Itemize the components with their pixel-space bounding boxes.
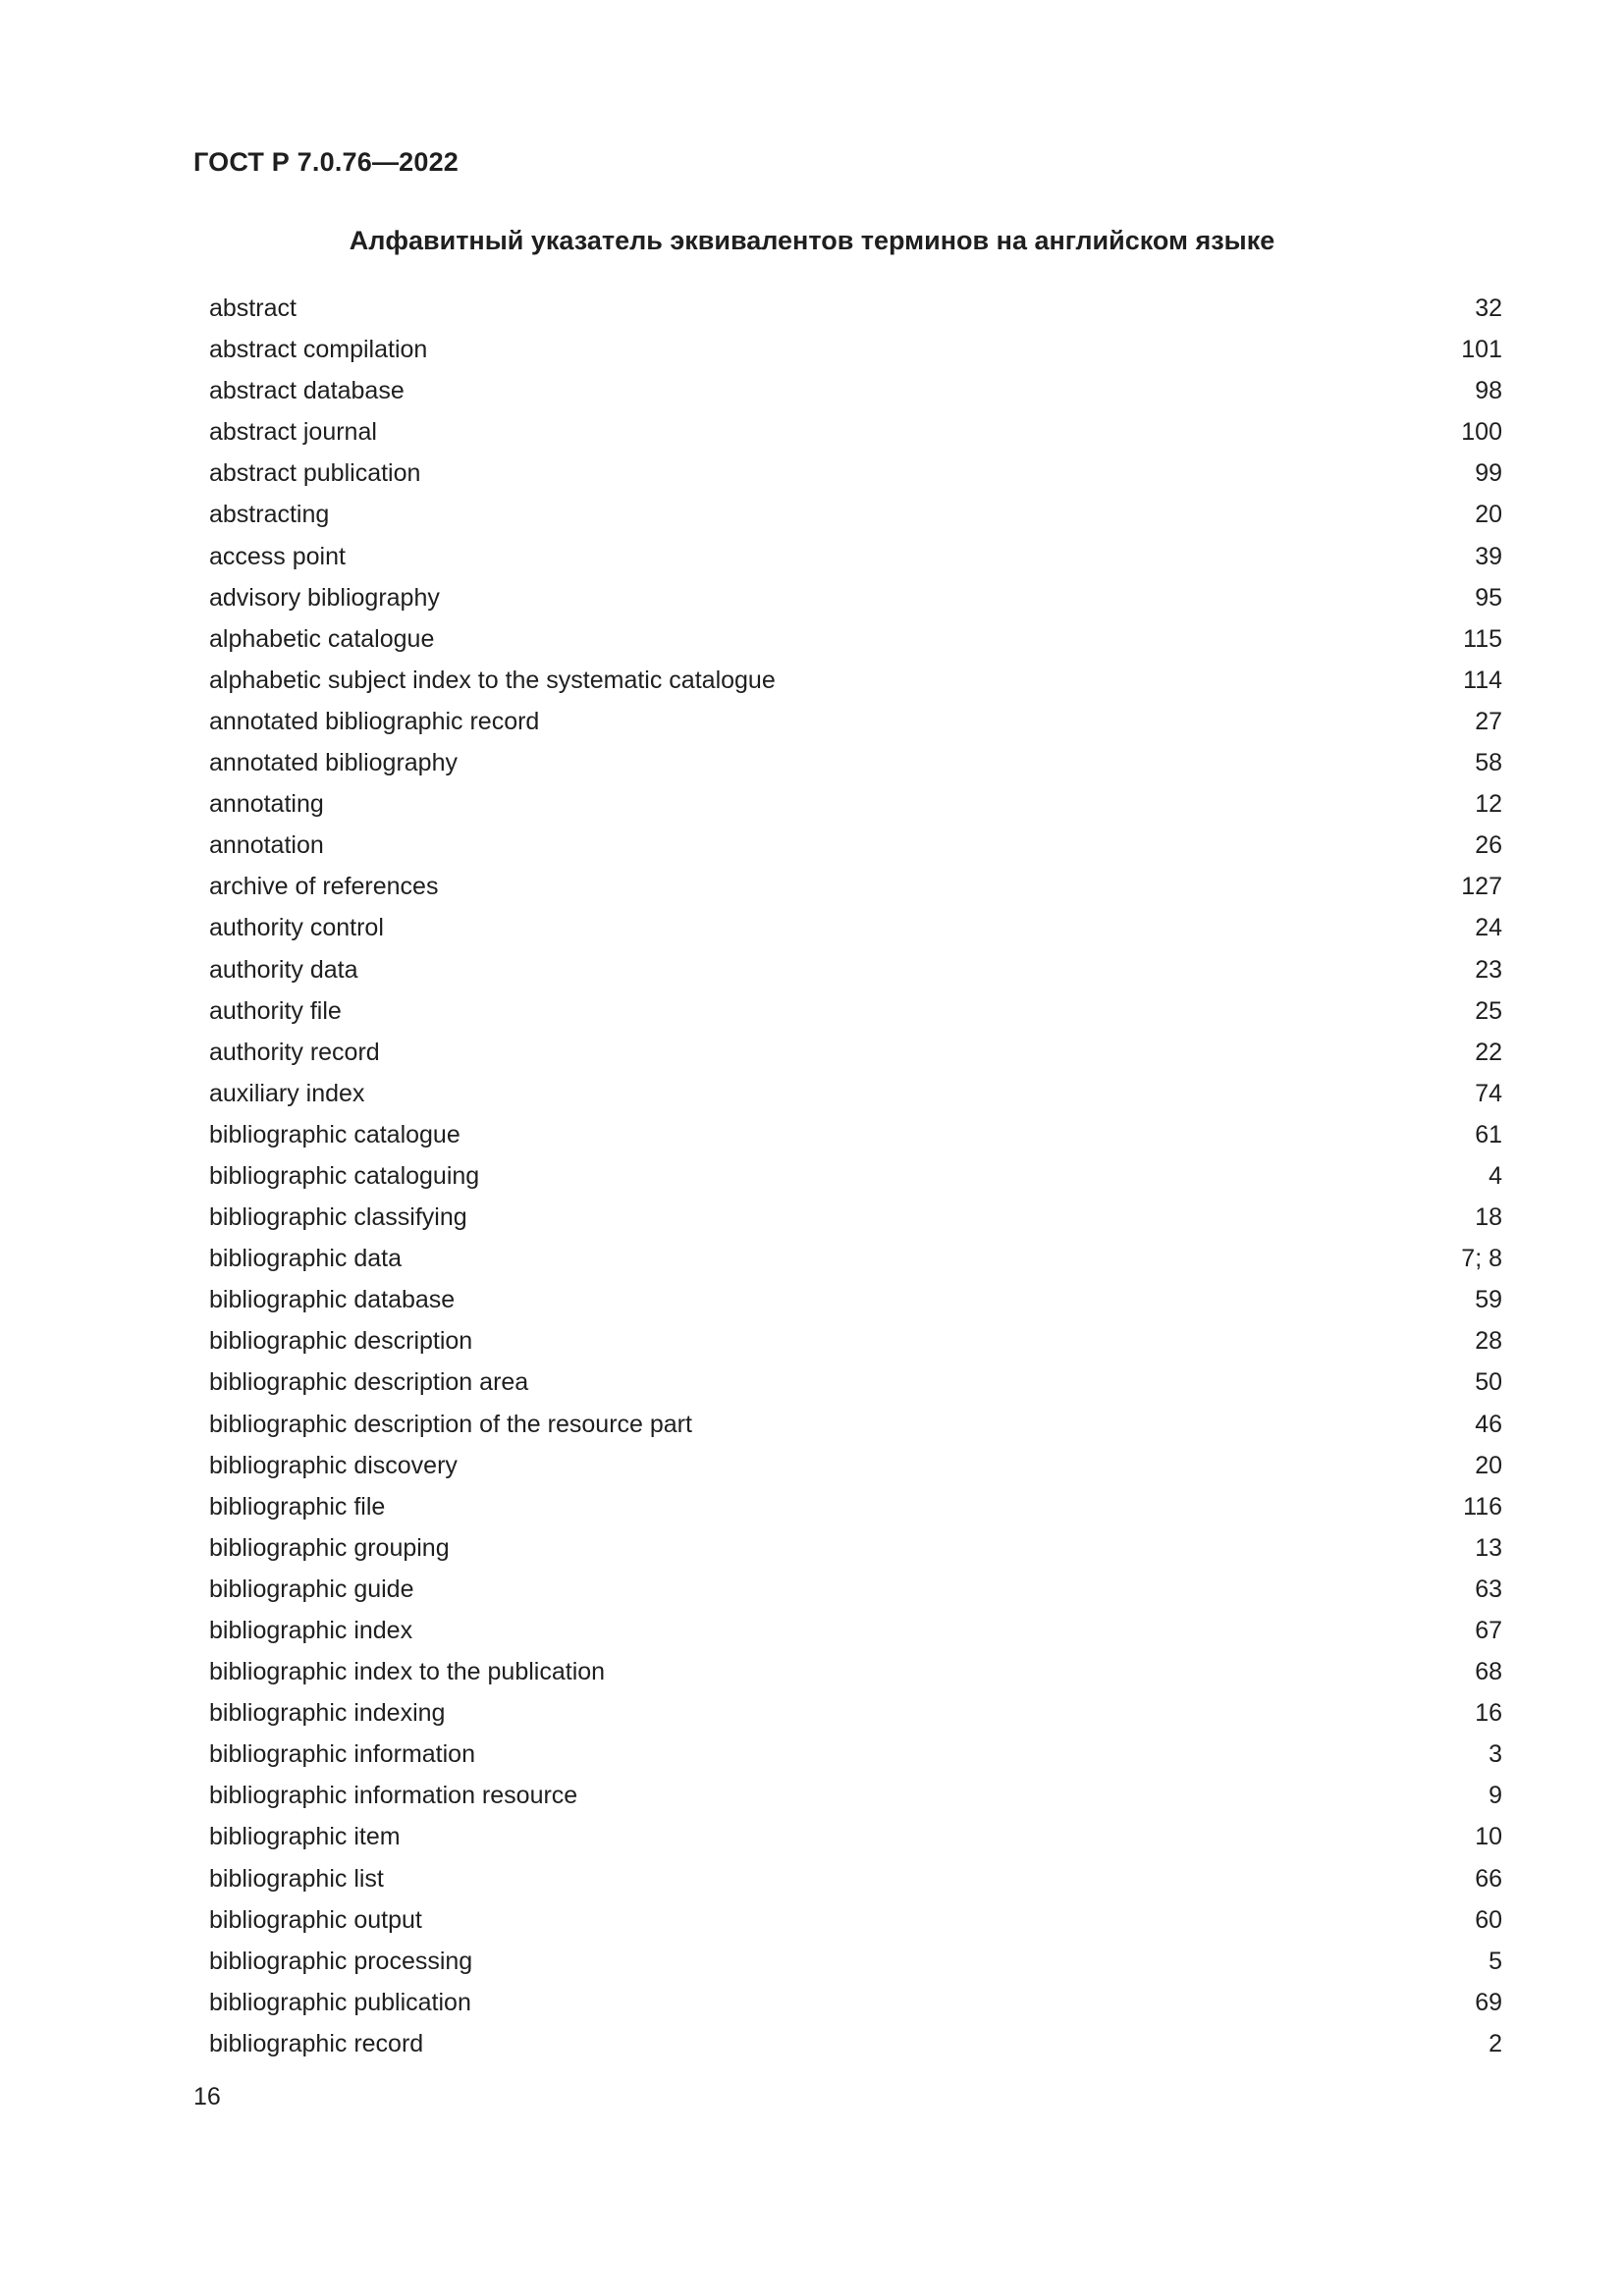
index-entry-reference: 24	[1475, 914, 1502, 942]
index-entry-term: bibliographic file	[209, 1492, 386, 1521]
index-entry-reference: 127	[1461, 873, 1502, 901]
index-entry	[209, 1573, 1502, 1614]
index-entry	[209, 1449, 1502, 1490]
index-entry-reference: 100	[1461, 418, 1502, 447]
index-entry-term: authority record	[209, 1038, 380, 1066]
index-entry-reference: 60	[1475, 1905, 1502, 1934]
index-entry	[209, 333, 1502, 374]
index-entry-reference: 66	[1475, 1864, 1502, 1893]
index-entry-reference: 61	[1475, 1120, 1502, 1148]
index-entry-reference: 20	[1475, 1451, 1502, 1479]
index-entry	[209, 1118, 1502, 1159]
index-entry	[209, 1531, 1502, 1573]
index-entry	[209, 994, 1502, 1036]
index-entry	[209, 1986, 1502, 2027]
index-entry-reference: 26	[1475, 831, 1502, 860]
index-entry-term: bibliographic discovery	[209, 1451, 458, 1479]
index-entry-term: abstract	[209, 294, 297, 322]
index-entry-reference: 23	[1475, 955, 1502, 984]
index-entry-reference: 20	[1475, 501, 1502, 529]
index-entry-term: annotated bibliographic record	[209, 707, 540, 735]
index-entry-term: bibliographic cataloguing	[209, 1161, 480, 1190]
index-entry-term: access point	[209, 542, 346, 570]
index-entry	[209, 1614, 1502, 1655]
index-entry-reference: 46	[1475, 1410, 1502, 1438]
index-entry	[209, 1408, 1502, 1449]
index-entry-term: bibliographic item	[209, 1823, 401, 1851]
index-entry-reference: 95	[1475, 583, 1502, 612]
index-entry	[209, 1696, 1502, 1737]
index-entry-term: abstract compilation	[209, 336, 428, 364]
index-entry-term: annotated bibliography	[209, 749, 458, 777]
index-entry	[209, 953, 1502, 994]
index-entry-reference: 7; 8	[1461, 1245, 1502, 1273]
index-entry	[209, 1862, 1502, 1903]
index-entry-term: bibliographic index	[209, 1617, 413, 1644]
index-entry	[209, 1159, 1502, 1201]
index-entry-reference: 9	[1489, 1782, 1502, 1810]
index-entry-term: bibliographic database	[209, 1286, 456, 1314]
index-entry-reference: 22	[1475, 1038, 1502, 1066]
index-entry-term: bibliographic grouping	[209, 1533, 450, 1562]
index-entry-term: bibliographic information	[209, 1740, 475, 1769]
index-entry-term: bibliographic catalogue	[209, 1120, 460, 1148]
index-entry	[209, 1779, 1502, 1820]
index-entry	[209, 746, 1502, 787]
index-entry	[209, 1077, 1502, 1118]
index-entry	[209, 911, 1502, 952]
index-entry-reference: 39	[1475, 542, 1502, 570]
index-entry	[209, 1903, 1502, 1945]
index-entry-term: bibliographic classifying	[209, 1203, 467, 1232]
index-entry-term: authority file	[209, 996, 342, 1025]
index-entry-term: annotation	[209, 831, 324, 860]
index-entry-reference: 27	[1475, 707, 1502, 735]
index-entry	[209, 1242, 1502, 1283]
index-entry-term: bibliographic list	[209, 1864, 384, 1893]
index-entry	[209, 540, 1502, 581]
index-entry	[209, 1036, 1502, 1077]
index-entry-term: abstract database	[209, 377, 405, 405]
index-entry	[209, 1324, 1502, 1365]
index-entry-reference: 59	[1475, 1286, 1502, 1314]
index-entry-reference: 114	[1463, 666, 1502, 694]
index-entry	[209, 870, 1502, 911]
index-entry-term: alphabetic catalogue	[209, 624, 435, 653]
index-entry	[209, 498, 1502, 539]
index-entry-reference: 50	[1475, 1368, 1502, 1397]
index-entry-reference: 3	[1489, 1740, 1502, 1769]
index-entry	[209, 581, 1502, 622]
index-entry-term: auxiliary index	[209, 1079, 365, 1107]
index-entry-term: annotating	[209, 790, 324, 819]
index-entry-reference: 101	[1461, 336, 1502, 364]
index-entry	[209, 664, 1502, 705]
index-entry	[209, 1945, 1502, 1986]
index-entry-term: advisory bibliography	[209, 583, 440, 612]
index-entry-reference: 58	[1475, 749, 1502, 777]
index-entry-reference: 13	[1475, 1533, 1502, 1562]
index-entry	[209, 1737, 1502, 1779]
index-entry	[209, 787, 1502, 828]
index-entry-reference: 10	[1475, 1823, 1502, 1851]
index-entry-term: bibliographic description of the resource part	[209, 1410, 692, 1438]
index-entry-term: bibliographic information resource	[209, 1782, 578, 1810]
index-entry-term: bibliographic description area	[209, 1368, 529, 1397]
index-entry	[209, 1820, 1502, 1861]
index-entry-term: alphabetic subject index to the systematic catalogue	[209, 666, 776, 694]
index-entry	[209, 1201, 1502, 1242]
index-title: Алфавитный указатель эквивалентов терминов на английском языке	[349, 226, 1275, 255]
index-entry-reference: 68	[1475, 1658, 1502, 1686]
index-entry-term: abstract publication	[209, 459, 421, 488]
index-entry	[209, 622, 1502, 664]
index-entry-term: bibliographic data	[209, 1245, 402, 1273]
index-entry	[209, 456, 1502, 498]
index-entry-term: bibliographic output	[209, 1905, 422, 1934]
index-entry-term: bibliographic guide	[209, 1575, 414, 1603]
index-entry-reference: 12	[1475, 790, 1502, 819]
index-entry-term: abstract journal	[209, 418, 377, 447]
index-entry	[209, 705, 1502, 746]
index-entry-term: bibliographic description	[209, 1327, 473, 1356]
index-entry-term: abstracting	[209, 501, 330, 529]
index-entry	[209, 1490, 1502, 1531]
index-entry-term: bibliographic processing	[209, 1947, 473, 1975]
index-entry	[209, 828, 1502, 870]
index-entry	[209, 1283, 1502, 1324]
index-entry-term: bibliographic indexing	[209, 1699, 446, 1728]
index-entry-reference: 63	[1475, 1575, 1502, 1603]
index-entry-reference: 115	[1463, 624, 1502, 653]
index-entry-term: bibliographic record	[209, 2029, 424, 2057]
index-entry	[209, 1365, 1502, 1407]
index-entry-reference: 98	[1475, 377, 1502, 405]
index-entry	[209, 1655, 1502, 1696]
index-entry-reference: 5	[1489, 1947, 1502, 1975]
index-entry-reference: 4	[1489, 1161, 1502, 1190]
index-entry-term: archive of references	[209, 873, 439, 901]
index-entry-reference: 116	[1463, 1492, 1502, 1521]
index-entry-reference: 99	[1475, 459, 1502, 488]
index-entry-reference: 74	[1475, 1079, 1502, 1107]
index-entry-reference: 32	[1475, 294, 1502, 322]
index-entry-reference: 2	[1489, 2029, 1502, 2057]
document-standard-header: ГОСТ Р 7.0.76—2022	[193, 147, 460, 177]
index-entry-reference: 67	[1475, 1617, 1502, 1644]
index-entry-reference: 69	[1475, 1988, 1502, 2016]
index-entry-term: authority control	[209, 914, 384, 942]
index-entry-term: bibliographic index to the publication	[209, 1658, 606, 1686]
index-entry-reference: 18	[1475, 1203, 1502, 1232]
index-entry	[209, 2027, 1502, 2068]
index-list	[209, 292, 1502, 2068]
index-entry-term: bibliographic publication	[209, 1988, 471, 2016]
index-entry	[209, 415, 1502, 456]
index-entry	[209, 374, 1502, 415]
index-entry	[209, 292, 1502, 333]
index-entry-reference: 28	[1475, 1327, 1502, 1356]
index-entry-reference: 25	[1475, 996, 1502, 1025]
page-number: 16	[193, 2083, 221, 2110]
index-entry-term: authority data	[209, 955, 358, 984]
index-entry-reference: 16	[1475, 1699, 1502, 1728]
